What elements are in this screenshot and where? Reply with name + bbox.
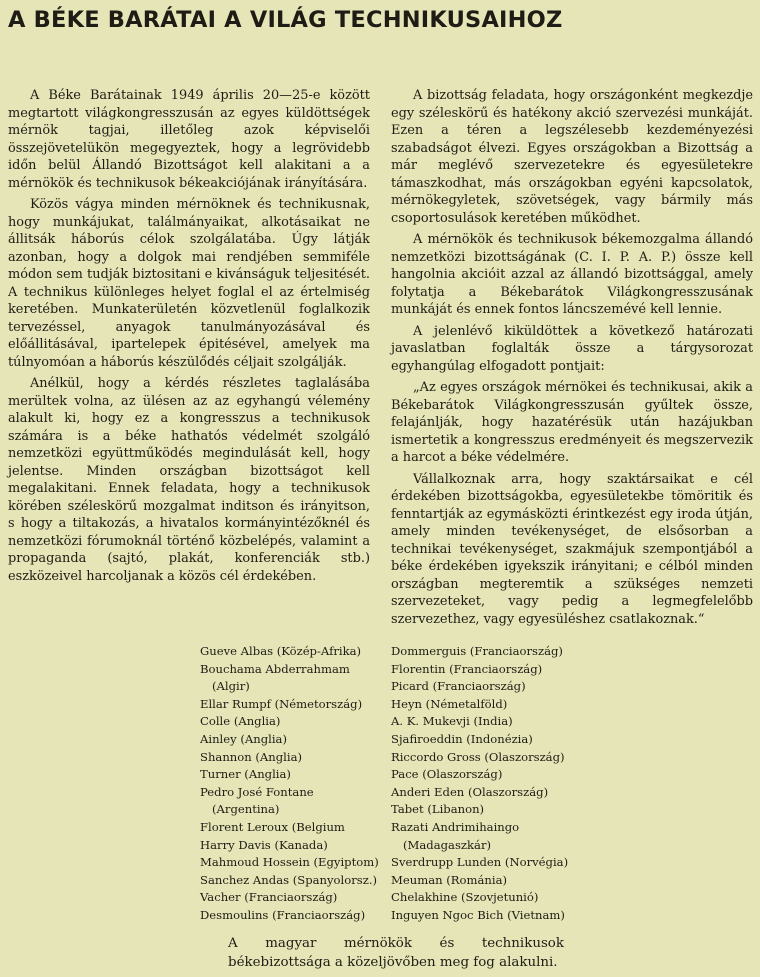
signatory: Gueve Albas (Közép-Afrika)	[200, 644, 362, 658]
signatory: Meuman (Románia)	[391, 872, 508, 887]
signatory-country: (Algir)	[212, 679, 250, 694]
signatory: Picard (Franciaország)	[391, 679, 526, 694]
signatory: Ainley (Anglia)	[200, 731, 287, 746]
signatory-country: (Madagaszkár)	[403, 837, 492, 852]
signatory-country: (Argentina)	[212, 802, 280, 817]
paragraph: A jelenlévő kiküldöttek a következő határozati javaslatban foglalták össze a tárgysorozat egyhangúlag elfogadott pontjait:	[391, 323, 753, 374]
signatory: Tabet (Libanon)	[391, 802, 485, 817]
closing-statement: A magyar mérnökök és technikusok békebizottsága a közeljövőben meg fog alakulni.	[228, 936, 564, 970]
paragraph: Közös vágya minden mérnöknek és technikusnak, hogy munkájukat, találmányaikat, alkotásaikat ne állitsák háborús célok szolgálatába. Úgy látják azonban, hogy a dolgok mai rendjében semmiféle módon sem tudják biztositani e kivánságuk teljesitését. A technikus különleges helyet foglal el az értelmiség keretében. Munkaterületén közvetlenül foglalkozik tervezéssel, anyagok tanulmányozásával és előállitásával, ipartelepek épitésével, amelyek ma túlnyomóan a háborús készülődés céljait szolgálják.	[8, 197, 370, 370]
left-column	[8, 87, 370, 585]
resolution-paragraph: Vállalkoznak arra, hogy szaktársaikat e cél érdekében bizottságokba, egyesületekbe tömöritik és fenntartják az egymásközti érintkezést egy iroda útján, amely minden tevékenységet, de elsősorban a technikai tevékenységet, szakmájuk szempontjából a béke érdekében igyekszik irányitani; e célból minden országban megteremtik a szükséges nemzeti szervezeteket, vagy pedig a legmegfelelőbb szervezethez, vagy egyesüléshez csatlakoznak.“	[391, 471, 753, 627]
signatory: Heyn (Németalföld)	[391, 696, 508, 711]
signatory: Pace (Olaszország)	[391, 767, 503, 782]
signatory: Harry Davis (Kanada)	[200, 837, 328, 852]
signatory: Riccordo Gross (Olaszország)	[391, 749, 565, 764]
page-title: A BÉKE BARÁTAI A VILÁG TECHNIKUSAIHOZ	[8, 7, 563, 33]
paragraph: A bizottság feladata, hogy országonként megkezdje egy széleskörű és hatékony akció szervezési munkáját. Ezen a téren a legszélesebb kezdeményezési szabadságot élvezi. Egyes országokban a Bizottság a már meglévő szervezetekre és egyesületekre támaszkodhat, más országokban egyéni kapcsolatok, mérnökegyletek, szövetségek, vagy bármily más csoportosulások keretében működhet.	[391, 88, 753, 226]
signatory: Vacher (Franciaország)	[200, 890, 338, 905]
paragraph: A mérnökök és technikusok békemozgalma állandó nemzetközi bizottságának (C. I. P. A. P.) össze kell hangolnia akcióit azzal az állandó bizottsággal, amely folytatja a Békebarátok Világkongresszusának munkáját és ennek fontos láncszemévé kell lennie.	[391, 232, 753, 317]
signatory: Pedro José Fontane	[200, 784, 314, 799]
signatory: Shannon (Anglia)	[200, 749, 303, 764]
signatories-left-list	[200, 643, 400, 925]
resolution-paragraph: „Az egyes országok mérnökei és technikusai, akik a Békebarátok Világkongresszusán gyűltek össze, felajánlják, hogy hazatérésük után hazájukban ismertetik a kongresszus eredményeit és megszervezik a harcot a béke védelmére.	[391, 380, 753, 465]
signatory: Razati Andrimihaingo	[391, 819, 520, 834]
signatory: Ellar Rumpf (Németország)	[200, 696, 363, 711]
signatories-right-list	[391, 643, 569, 925]
signatory: Turner (Anglia)	[200, 767, 291, 782]
signatory: Dommerguis (Franciaország)	[391, 644, 563, 658]
signatory: Sjafiroeddin (Indonézia)	[391, 731, 533, 746]
signatory: Mahmoud Hossein (Egyiptom)	[200, 855, 379, 870]
right-column	[391, 87, 753, 632]
signatory: Sanchez Andas (Spanyolorsz.)	[200, 872, 378, 887]
paragraph: Anélkül, hogy a kérdés részletes taglalásába merültek volna, az ülésen az az egyhangú vélemény alakult ki, hogy ez a kongresszus a technikusok számára is a béke hathatós védelmét szolgáló nemzetközi együttműködés megindulását kell, hogy jelentse. Minden országban bizottságot kell megalakitani. Ennek feladata, hogy a technikusok körében széleskörű mozgalmat inditson és irányitson, s hogy a tiltakozás, a hivatalos kormányintézőknél és nemzetközi fórumoknál történő közbelépés, valamint a propaganda (sajtó, plakát, konferenciák stb.) eszközeivel harcoljanak a közös cél érdekében.	[8, 376, 370, 584]
signatory: Anderi Eden (Olaszország)	[391, 784, 549, 799]
signatory: Bouchama Abderrahmam	[200, 661, 350, 676]
signatory: A. K. Mukevji (India)	[391, 714, 513, 729]
signatory: Chelakhine (Szovjetunió)	[391, 890, 539, 905]
signatory: Desmoulins (Franciaország)	[200, 907, 366, 922]
signatory: Inguyen Ngoc Bich (Vietnam)	[391, 907, 565, 922]
signatory: Florent Leroux (Belgium	[200, 819, 345, 834]
paragraph: A Béke Barátainak 1949 április 20—25-e között megtartott világkongresszusán az egyes küldöttségek mérnök tagjai, illetőleg azok képviselői összejövetelükön megegyeztek, hogy a legrövidebb időn belül Állandó Bizottságot kell alakitani a a mérnökök és technikusok békeakciójának irányítására.	[8, 88, 370, 191]
signatory: Sverdrupp Lunden (Norvégia)	[391, 855, 569, 870]
signatory: Florentin (Franciaország)	[391, 661, 543, 676]
signatory: Colle (Anglia)	[200, 714, 281, 729]
